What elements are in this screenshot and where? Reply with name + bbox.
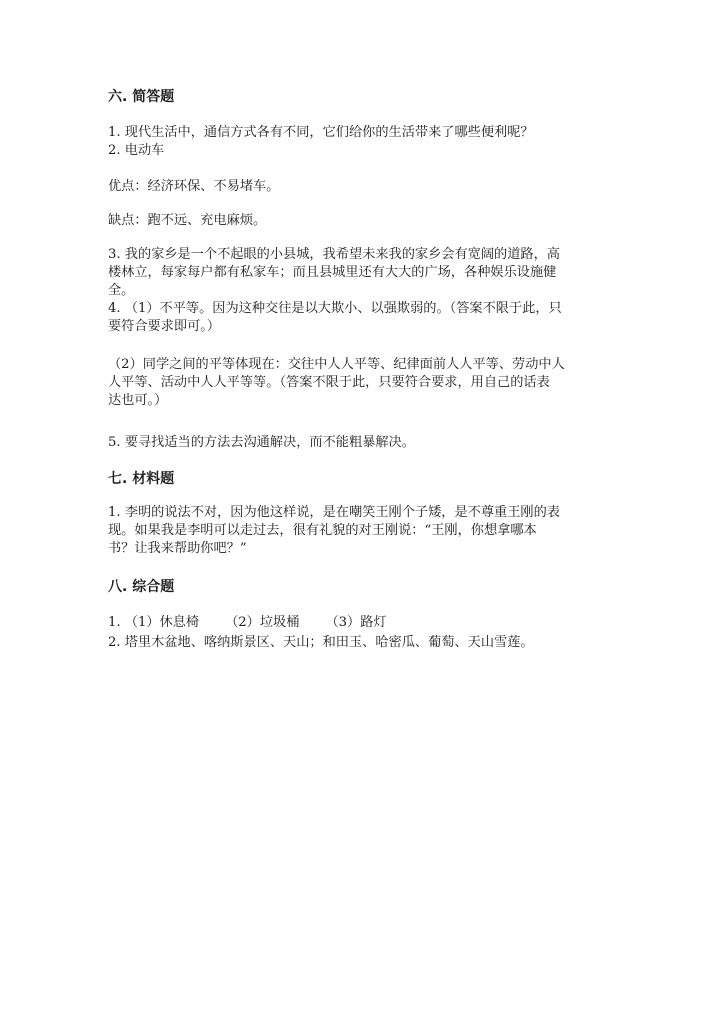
short-answer-1 [108,124,613,160]
disadvantages-text: 缺点：跑不远、充电麻烦。 [108,213,267,228]
short-answer-2-line: 2. 电动车 [108,143,165,158]
comprehensive-item-bench: 1. （1）休息椅 [108,615,200,630]
short-answer-4-part-2 [108,356,613,410]
short-answer-4-part-2-line-1: （2）同学之间的平等体现在：交往中人人平等、纪律面前人人平等、劳动中人 [108,357,565,372]
material-answer-1-line-3: 书？让我来帮助你吧？” [108,541,247,556]
short-answer-4-line-1: 4. （1）不平等。因为这种交往是以大欺小、以强欺弱的。（答案不限于此，只 [108,301,562,316]
section-seven-heading: 七. 材料题 [108,471,175,487]
advantages-text: 优点：经济环保、不易堵车。 [108,179,280,194]
short-answer-4-line-2: 要符合要求即可。） [108,319,221,334]
comprehensive-answer-1 [108,614,613,632]
short-answer-3-line-3: 全。 [108,283,135,298]
section-six-heading: 六. 简答题 [108,89,175,105]
short-answer-4-part-2-line-3: 达也可。） [108,393,168,408]
short-answer-3-line-2: 楼林立，每家每户都有私家车；而且县城里还有大大的广场，各种娱乐设施健 [108,265,557,280]
material-answer-1 [108,504,613,558]
short-answer-5: 5. 要寻找适当的方法去沟通解决，而不能粗暴解决。 [108,435,415,450]
short-answer-3-line-1: 3. 我的家乡是一个不起眼的小县城，我希望未来我的家乡会有宽阔的道路，高 [108,247,560,262]
material-answer-1-line-1: 1. 李明的说法不对，因为他这样说，是在嘲笑王刚个子矮，是不尊重王刚的表 [108,505,560,520]
short-answer-3 [108,246,613,336]
section-eight-heading: 八. 综合题 [108,579,175,595]
comprehensive-item-streetlight: （3）路灯 [325,615,387,630]
short-answer-4-part-2-line-2: 人平等、活动中人人平等等。（答案不限于此，只要符合要求，用自己的话表 [108,375,550,390]
short-answer-1-line: 1. 现代生活中，通信方式各有不同，它们给你的生活带来了哪些便利呢？ [108,125,534,140]
comprehensive-answer-2: 2. 塔里木盆地、喀纳斯景区、天山；和田玉、哈密瓜、葡萄、天山雪莲。 [108,635,534,650]
comprehensive-item-trash-bin: （2）垃圾桶 [225,615,300,630]
material-answer-1-line-2: 现。如果我是李明可以走过去，很有礼貌的对王刚说：“王刚，你想拿哪本 [108,523,537,538]
